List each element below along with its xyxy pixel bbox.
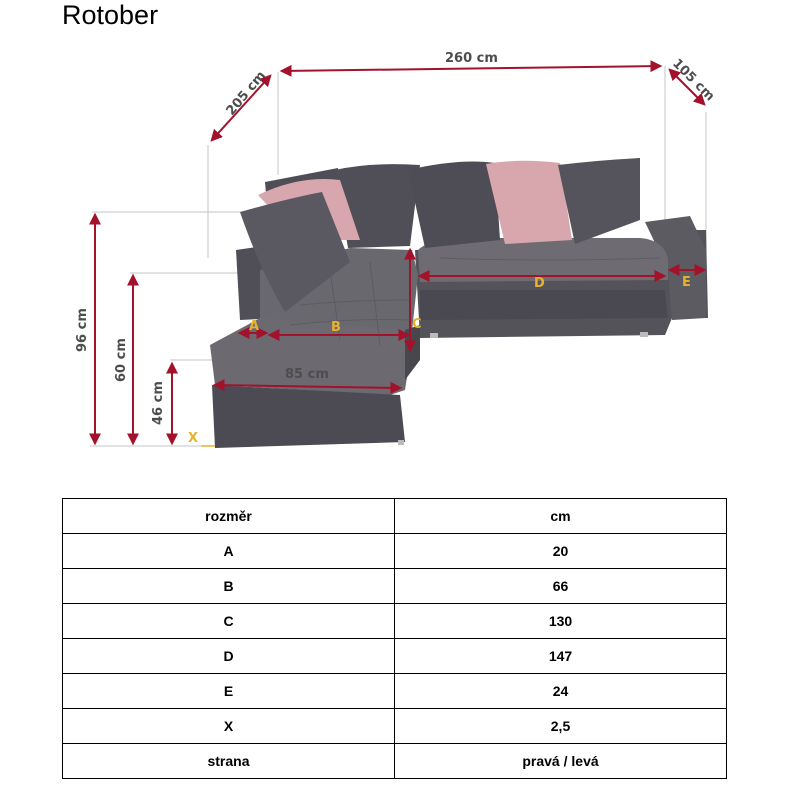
label-depth-right: 105 cm <box>669 56 718 105</box>
table-cell: C <box>63 604 395 639</box>
table-cell: A <box>63 534 395 569</box>
dimensions-table <box>62 498 727 779</box>
part-letter-x: X <box>188 431 199 446</box>
table-cell: strana <box>63 744 395 779</box>
part-letter-d: D <box>534 276 545 291</box>
table-cell: X <box>63 709 395 744</box>
table-row <box>63 709 727 744</box>
part-letter-e: E <box>682 275 691 290</box>
table-cell: E <box>63 674 395 709</box>
table-cell: 147 <box>395 639 727 674</box>
part-letter-b: B <box>331 320 341 335</box>
table-cell: 130 <box>395 604 727 639</box>
label-width-total: 260 cm <box>445 51 498 66</box>
table-row <box>63 604 727 639</box>
table-cell: pravá / levá <box>395 744 727 779</box>
table-row <box>63 534 727 569</box>
label-chaise-width: 85 cm <box>285 367 329 382</box>
product-title: Rotober <box>62 0 159 30</box>
label-depth-left: 205 cm <box>223 68 270 119</box>
sofa-illustration <box>210 158 708 448</box>
table-cell: B <box>63 569 395 604</box>
table-row <box>63 639 727 674</box>
table-cell: 24 <box>395 674 727 709</box>
table-row <box>63 569 727 604</box>
table-header-row <box>63 499 727 534</box>
table-cell: 2,5 <box>395 709 727 744</box>
table-row <box>63 674 727 709</box>
table-cell: D <box>63 639 395 674</box>
table-cell: 20 <box>395 534 727 569</box>
table-row <box>63 744 727 779</box>
part-letter-a: A <box>249 319 260 334</box>
table-header-cell: cm <box>395 499 727 534</box>
part-letter-c: C <box>412 317 422 332</box>
label-height-seat: 46 cm <box>151 381 166 425</box>
table-header-cell: rozměr <box>63 499 395 534</box>
table-cell: 66 <box>395 569 727 604</box>
label-height-total: 96 cm <box>75 308 90 352</box>
label-height-back: 60 cm <box>114 338 129 382</box>
